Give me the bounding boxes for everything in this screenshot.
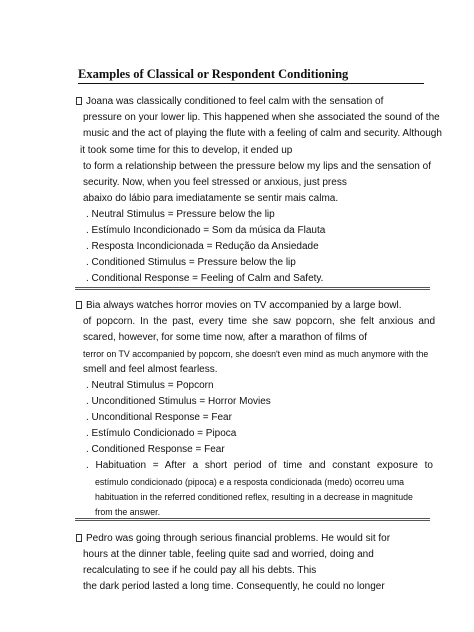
list-item: . Neutral Stimulus = Popcorn — [86, 380, 214, 391]
paragraph-line: the dark period lasted a long time. Consequently, he could no longer — [83, 581, 385, 592]
list-item: . Habituation = After a short period of time and constant exposure to — [86, 460, 433, 471]
list-item: . Conditioned Stimulus = Pressure below the lip — [86, 257, 296, 268]
paragraph-line: abaixo do lábio para imediatamente se sentir mais calma. — [83, 193, 339, 204]
paragraph-line: of popcorn. In the past, every time she saw popcorn, she felt anxious and — [83, 316, 435, 327]
paragraph-line: pressure on your lower lip. This happened when she associated the sound of the — [83, 112, 440, 123]
text: Bia always watches horror movies on TV accompanied by a large bowl. — [86, 300, 402, 311]
list-item: . Neutral Stimulus = Pressure below the lip — [86, 209, 275, 220]
paragraph-line: estímulo condicionado (pipoca) e a resposta condicionada (medo) ocorreu uma — [95, 477, 405, 487]
paragraph-line: hours at the dinner table, feeling quite sad and worried, doing and — [83, 549, 374, 560]
paragraph-line: from the answer. — [95, 507, 161, 517]
paragraph-line: it took some time for this to develop, it ended up — [80, 145, 293, 156]
paragraph-line: terror on TV accompanied by popcorn, she doesn't even mind as much anymore with the — [83, 349, 429, 359]
checkbox-glyph-icon — [76, 97, 82, 105]
text: Joana was classically conditioned to feel calm with the sensation of — [86, 96, 384, 107]
list-item: . Unconditional Response = Fear — [86, 412, 232, 423]
list-item: . Resposta Incondicionada = Redução da Ansiedade — [86, 241, 319, 252]
page-title: Examples of Classical or Respondent Conditioning — [78, 67, 424, 84]
list-item: . Estímulo Condicionado = Pipoca — [86, 428, 237, 439]
paragraph-line: habituation in the referred conditioned reflex, resulting in a decrease in magnitude — [95, 492, 413, 502]
paragraph-line — [76, 96, 383, 108]
paragraph-line: music and the act of playing the flute with a feeling of calm and security. Although — [83, 128, 442, 139]
text: Pedro was going through serious financial problems. He would sit for — [86, 533, 391, 544]
paragraph-line: scared, however, for some time now, after a marathon of films of — [83, 332, 368, 343]
checkbox-glyph-icon — [76, 301, 82, 309]
paragraph-line: security. Now, when you feel stressed or anxious, just press — [83, 177, 347, 188]
section-divider — [75, 518, 430, 521]
paragraph-line: smell and feel almost fearless. — [83, 364, 218, 375]
list-item: . Unconditioned Stimulus = Horror Movies — [86, 396, 271, 407]
section-divider — [75, 287, 430, 290]
paragraph-line — [76, 533, 390, 545]
paragraph-line: to form a relationship between the pressure below my lips and the sensation of — [83, 161, 431, 172]
paragraph-line: recalculating to see if he could pay all his debts. This — [83, 565, 317, 576]
list-item: . Conditioned Response = Fear — [86, 444, 225, 455]
paragraph-line — [76, 300, 402, 312]
checkbox-glyph-icon — [76, 534, 82, 542]
list-item: . Estímulo Incondicionado = Som da música da Flauta — [86, 225, 326, 236]
list-item: . Conditional Response = Feeling of Calm and Safety. — [86, 273, 324, 284]
